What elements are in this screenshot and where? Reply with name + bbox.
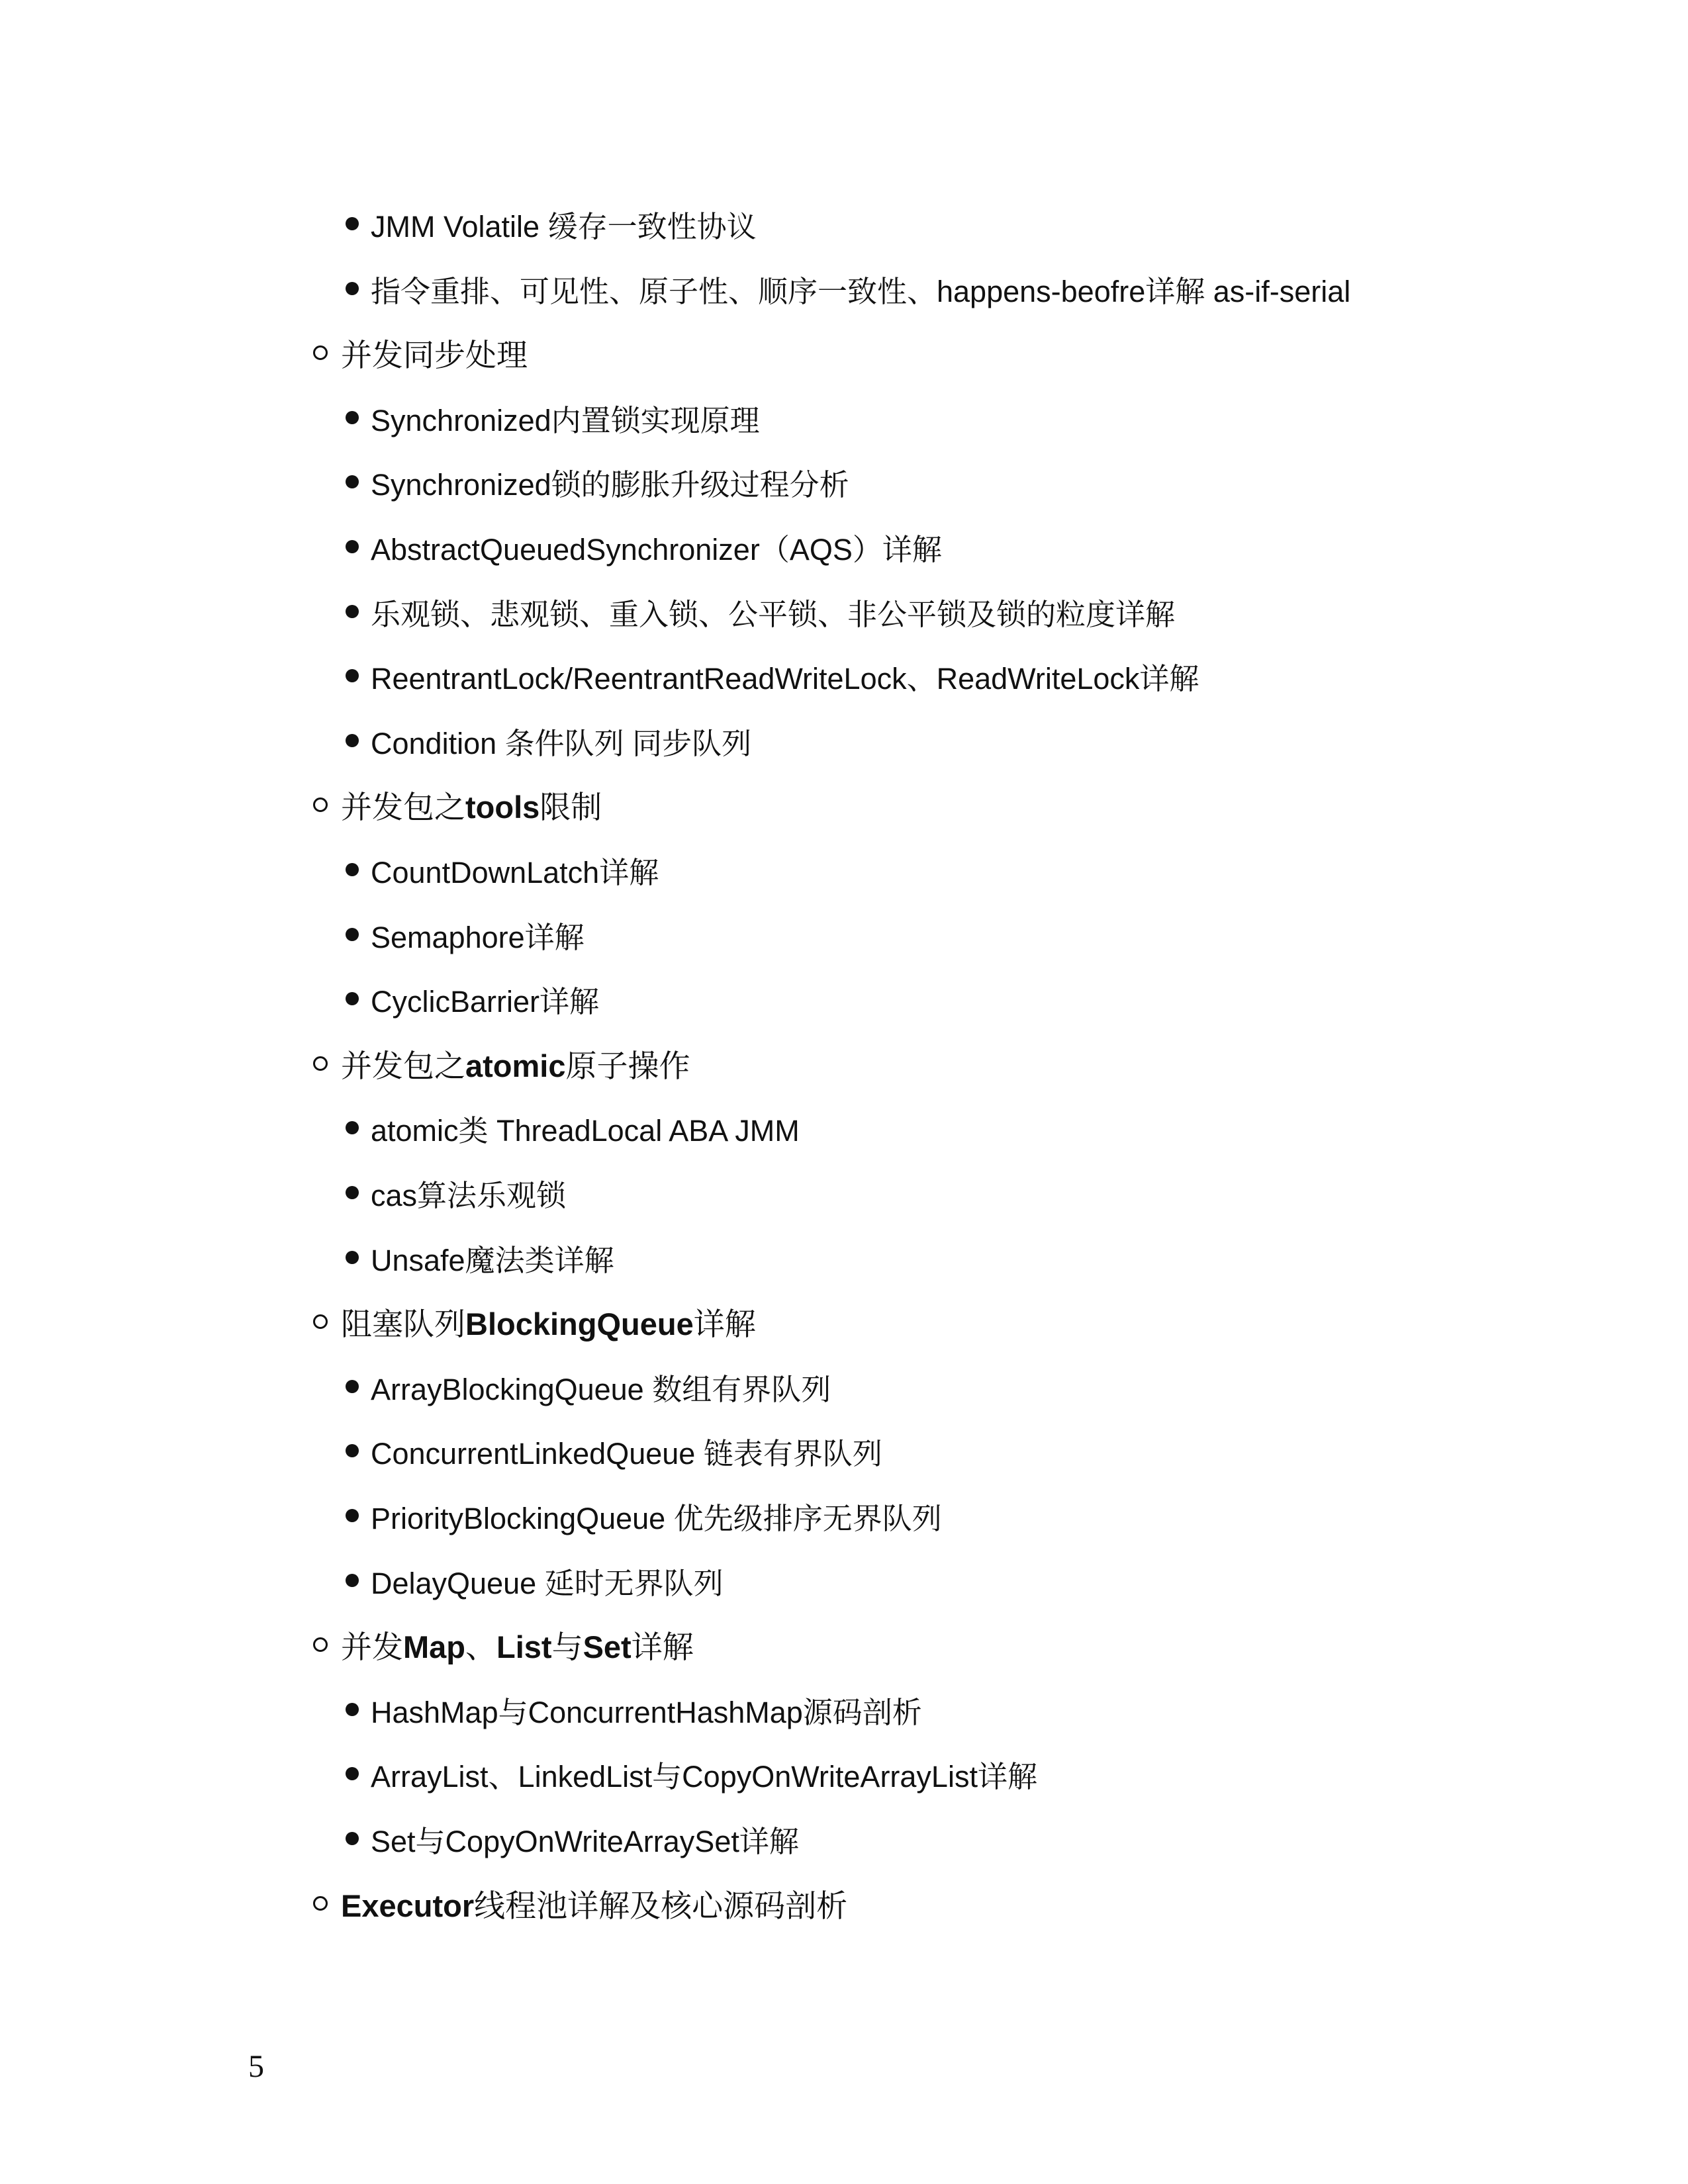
item-text: 乐观锁、悲观锁、重入锁、公平锁、非公平锁及锁的粒度详解: [371, 597, 1176, 631]
list-item: [346, 1169, 566, 1216]
item-text: Unsafe魔法类详解: [371, 1243, 614, 1277]
solid-bullet-icon: [346, 1767, 359, 1780]
text-segment: 并发包之: [341, 1048, 465, 1083]
bold-text-segment: Set: [583, 1629, 632, 1664]
solid-bullet-icon: [346, 282, 359, 295]
solid-bullet-icon: [346, 1121, 359, 1134]
item-text: ArrayList、LinkedList与CopyOnWriteArrayList详解: [371, 1759, 1037, 1794]
section-heading: [313, 1880, 847, 1927]
item-text: [341, 1300, 756, 1344]
solid-bullet-icon: [346, 605, 359, 618]
item-text: cas算法乐观锁: [371, 1178, 567, 1212]
bold-text-segment: Executor: [341, 1888, 475, 1923]
bold-text-segment: List: [496, 1629, 552, 1664]
item-text: [341, 1882, 847, 1926]
text-segment: 与: [551, 1629, 583, 1664]
list-item: [346, 201, 757, 247]
list-item: [346, 459, 849, 505]
list-item: [346, 394, 760, 441]
solid-bullet-icon: [346, 1509, 359, 1522]
list-item: [346, 588, 1175, 635]
solid-bullet-icon: [346, 1832, 359, 1845]
item-text: Condition 条件队列 同步队列: [371, 726, 752, 760]
item-text: CyclicBarrier详解: [371, 984, 600, 1019]
text-segment: 并发同步处理: [341, 337, 528, 373]
section-heading: [313, 1621, 694, 1668]
list-item: [346, 976, 599, 1022]
list-item: [346, 1751, 1037, 1797]
item-text: Synchronized内置锁实现原理: [371, 403, 760, 437]
hollow-bullet-icon: [313, 345, 328, 360]
section-heading: [313, 1298, 756, 1345]
section-heading: [313, 330, 528, 376]
text-segment: 原子操作: [565, 1048, 690, 1083]
text-segment: 线程池详解及核心源码剖析: [474, 1888, 848, 1923]
item-text: [341, 783, 602, 827]
hollow-bullet-icon: [313, 1896, 328, 1911]
list-item: [346, 717, 751, 764]
item-text: HashMap与ConcurrentHashMap源码剖析: [371, 1695, 922, 1729]
text-segment: 详解: [631, 1629, 694, 1664]
solid-bullet-icon: [346, 1574, 359, 1587]
solid-bullet-icon: [346, 1186, 359, 1199]
text-segment: 限制: [539, 789, 602, 825]
list-item: [346, 1557, 724, 1604]
solid-bullet-icon: [346, 1444, 359, 1457]
solid-bullet-icon: [346, 411, 359, 424]
solid-bullet-icon: [346, 1251, 359, 1264]
solid-bullet-icon: [346, 475, 359, 488]
section-heading: [313, 1040, 690, 1087]
text-segment: 、: [465, 1629, 496, 1664]
item-text: DelayQueue 延时无界队列: [371, 1566, 724, 1600]
item-text: ReentrantLock/ReentrantReadWriteLock、ReadWriteLock详解: [371, 661, 1199, 696]
bold-text-segment: tools: [465, 789, 540, 825]
solid-bullet-icon: [346, 928, 359, 941]
hollow-bullet-icon: [313, 1314, 328, 1329]
list-item: [346, 1105, 800, 1151]
item-text: [341, 331, 528, 375]
item-text: Synchronized锁的膨胀升级过程分析: [371, 467, 849, 502]
item-text: AbstractQueuedSynchronizer（AQS）详解: [371, 532, 942, 567]
bold-text-segment: atomic: [465, 1048, 566, 1083]
solid-bullet-icon: [346, 1703, 359, 1716]
bold-text-segment: BlockingQueue: [465, 1306, 694, 1342]
item-text: PriorityBlockingQueue 优先级排序无界队列: [371, 1501, 942, 1535]
solid-bullet-icon: [346, 1380, 359, 1393]
list-item: [346, 1815, 799, 1862]
solid-bullet-icon: [346, 734, 359, 747]
item-text: ArrayBlockingQueue 数组有界队列: [371, 1372, 831, 1406]
text-segment: 详解: [693, 1306, 756, 1342]
solid-bullet-icon: [346, 992, 359, 1005]
list-item: [346, 653, 1199, 699]
text-segment: 并发包之: [341, 789, 465, 825]
hollow-bullet-icon: [313, 797, 328, 812]
hollow-bullet-icon: [313, 1056, 328, 1071]
list-item: [346, 523, 942, 570]
list-item: [346, 1428, 882, 1474]
item-text: Semaphore详解: [371, 920, 585, 954]
item-text: [341, 1623, 694, 1667]
list-item: [346, 1234, 614, 1281]
section-heading: [313, 782, 602, 828]
list-item: [346, 265, 1350, 312]
list-item: [346, 1492, 942, 1539]
item-text: [341, 1042, 690, 1086]
page-number: 5: [248, 2049, 264, 2084]
item-text: CountDownLatch详解: [371, 855, 659, 889]
item-text: JMM Volatile 缓存一致性协议: [371, 209, 757, 244]
list-item: [346, 1363, 831, 1410]
solid-bullet-icon: [346, 540, 359, 553]
text-segment: 并发: [341, 1629, 403, 1664]
hollow-bullet-icon: [313, 1637, 328, 1652]
list-item: [346, 1686, 922, 1733]
item-text: atomic类 ThreadLocal ABA JMM: [371, 1113, 800, 1148]
list-item: [346, 911, 585, 958]
text-segment: 阻塞队列: [341, 1306, 465, 1342]
list-item: [346, 846, 659, 893]
item-text: ConcurrentLinkedQueue 链表有界队列: [371, 1436, 882, 1471]
bold-text-segment: Map: [403, 1629, 465, 1664]
solid-bullet-icon: [346, 217, 359, 230]
solid-bullet-icon: [346, 863, 359, 876]
item-text: 指令重排、可见性、原子性、顺序一致性、happens-beofre详解 as-if-serial: [371, 274, 1351, 308]
solid-bullet-icon: [346, 669, 359, 682]
item-text: Set与CopyOnWriteArraySet详解: [371, 1824, 799, 1858]
